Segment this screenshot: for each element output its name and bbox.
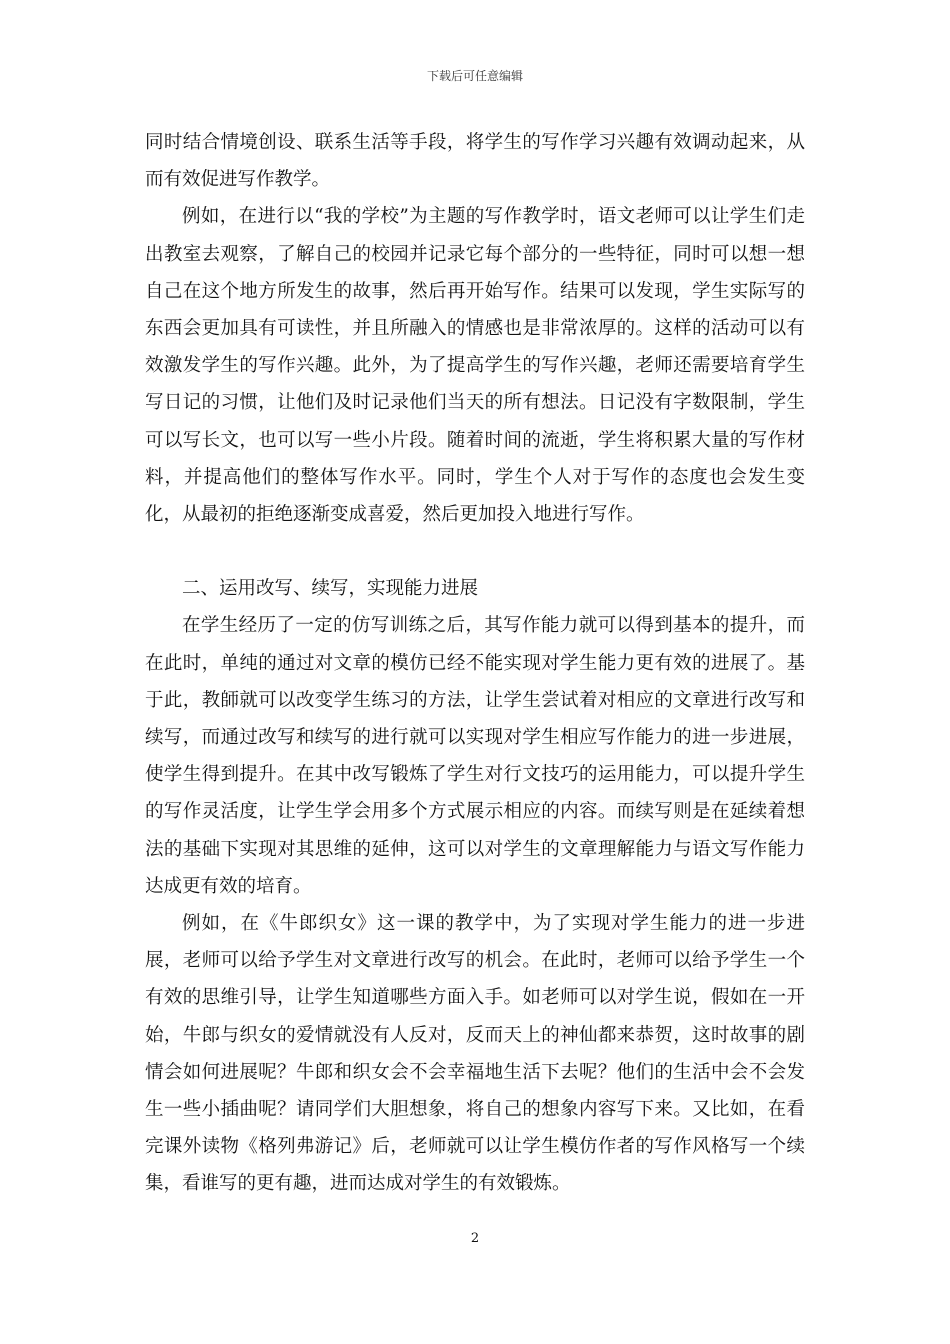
paragraph-example-school: 例如，在进行以“我的学校”为主题的写作教学时，语文老师可以让学生们走出教室去观察，了解自己的校园并记录它每个部分的一些特征，同时可以想一想自己在这个地方所发生的故事，然后再开始写作。结果可以发现，学生实际写的东西会更加具有可读性，并且所融入的情感也是非常浓厚的。这样的活动可以有效激发学生的写作兴趣。此外，为了提高学生的写作兴趣，老师还需要培育学生写日记的习惯，让他们及时记录他们当天的所有想法。日记没有字数限制，学生可以写长文，也可以写一些小片段。随着时间的流逝，学生将积累大量的写作材料，并提高他们的整体写作水平。同时，学生个人对于写作的态度也会发生变化，从最初的拒绝逐渐变成喜爱，然后更加投入地进行写作。 (145, 206, 805, 526)
paragraph-continuation: 同时结合情境创设、联系生活等手段，将学生的写作学习兴趣有效调动起来，从而有效促进写作教学。 (145, 132, 805, 191)
paragraph-rewrite-continue: 在学生经历了一定的仿写训练之后，其写作能力就可以得到基本的提升，而在此时，单纯的通过对文章的模仿已经不能实现对学生能力更有效的进展了。基于此，教師就可以改变学生练习的方法，让学生尝试着对相应的文章进行改写和续写，而通过改写和续写的进行就可以实现对学生相应写作能力的进一步进展，使学生得到提升。在其中改写锻炼了学生对行文技巧的运用能力，可以提升学生的写作灵活度，让学生学会用多个方式展示相应的内容。而续写则是在延续着想法的基础下实现对其思维的延伸，这可以对学生的文章理解能力与语文写作能力达成更有效的培育。 (145, 615, 805, 897)
section-heading: 二、运用改写、续写，实现能力进展 (182, 578, 479, 600)
page-header: 下载后可任意编辑 (426, 69, 523, 83)
paragraph-example-story: 例如，在《牛郎织女》这一课的教学中，为了实现对学生能力的进一步进展，老师可以给予学生对文章进行改写的机会。在此时，老师可以给予学生一个有效的思维引导，让学生知道哪些方面入手。如老师可以对学生说，假如在一开始，牛郎与织女的爱情就没有人反对，反而天上的神仙都来恭贺，这时故事的剧情会如何进展呢？牛郎和织女会不会幸福地生活下去呢？他们的生活中会不会发生一些小插曲呢？请同学们大胆想象，将自己的想象内容写下来。又比如，在看完课外读物《格列弗游记》后，老师就可以让学生模仿作者的写作风格写一个续集，看谁写的更有趣，进而达成对学生的有效锻炼。 (145, 913, 805, 1195)
page-number: 2 (470, 1231, 480, 1246)
document-body (145, 124, 805, 1203)
section-spacer (145, 533, 805, 570)
